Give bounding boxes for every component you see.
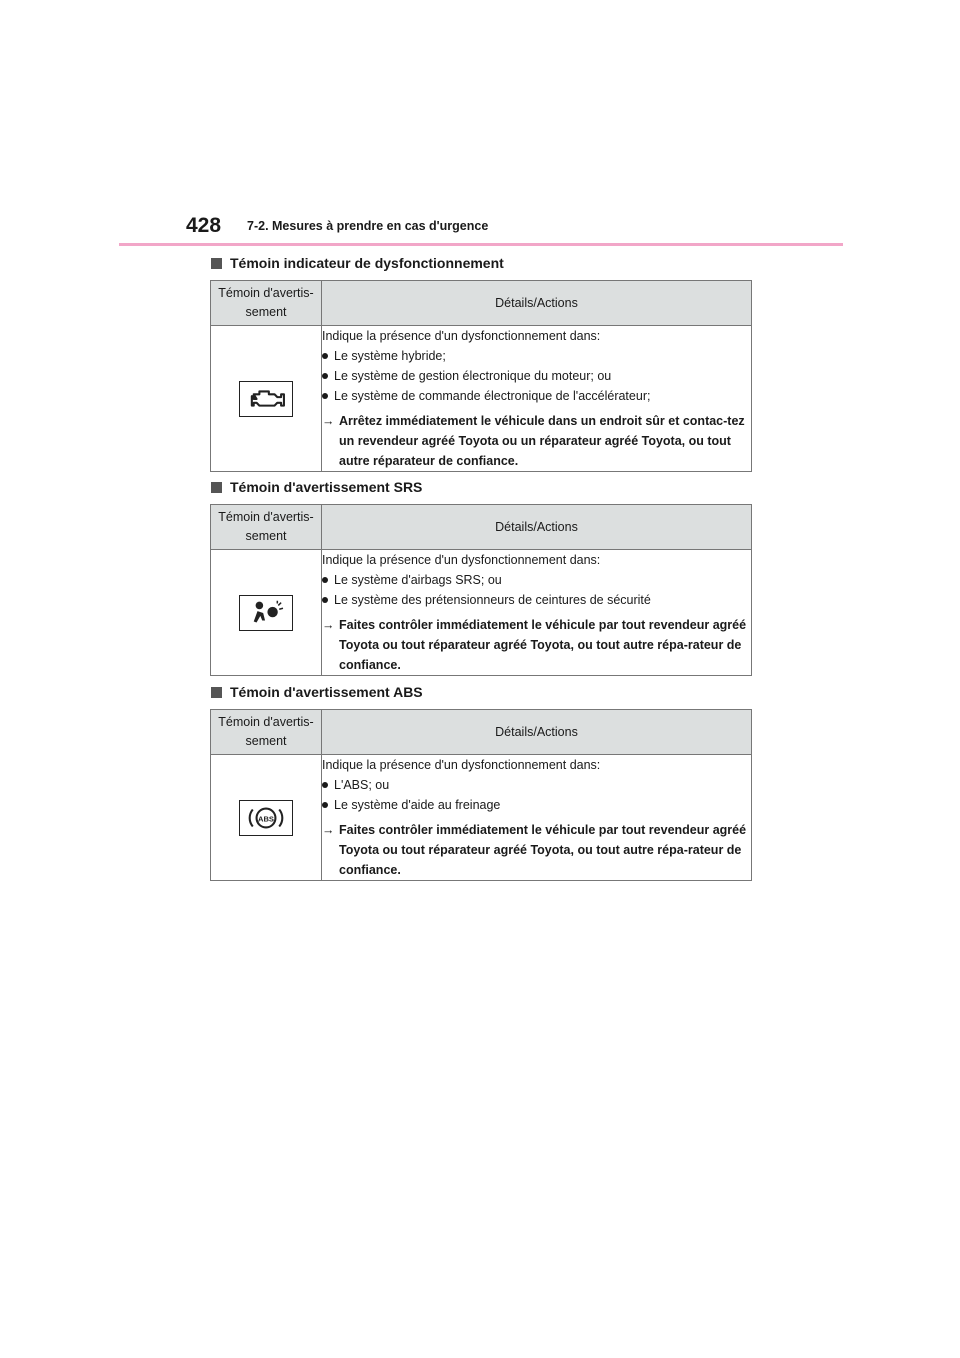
details-cell <box>322 550 752 676</box>
abs-table <box>210 709 752 881</box>
breadcrumb: 7-2. Mesures à prendre en cas d'urgence <box>247 219 489 233</box>
page-number: 428 <box>186 214 222 237</box>
section-title-text: Témoin indicateur de dysfonctionnement <box>230 255 504 271</box>
action-text: → Arrêtez immédiatement le véhicule dans un endroit sûr et contac-tez un revendeur agréé Toyota ou un réparateur agréé Toyota, ou tout autre réparateur de confiance. <box>322 411 751 471</box>
malfunction-table <box>210 280 752 472</box>
list-item: Le système des prétensionneurs de ceintures de sécurité <box>322 590 751 610</box>
arrow-icon: → <box>322 618 335 632</box>
list-item: Le système de gestion électronique du moteur; ou <box>322 366 751 386</box>
section-title-abs <box>211 684 423 700</box>
list-item: Le système d'aide au freinage <box>322 795 751 815</box>
section-title-malfunction <box>211 255 504 271</box>
header-rule <box>119 243 843 246</box>
lamp-column-header: Témoin d'avertis- sement <box>211 505 322 550</box>
lamp-cell <box>211 550 322 676</box>
details-column-header: Détails/Actions <box>322 505 752 550</box>
arrow-icon: → <box>322 414 335 428</box>
square-bullet-icon <box>211 258 222 269</box>
intro-text: Indique la présence d'un dysfonctionnement dans: <box>322 329 601 343</box>
abs-icon <box>239 800 293 836</box>
check-engine-icon <box>239 381 293 417</box>
intro-text: Indique la présence d'un dysfonctionnement dans: <box>322 553 601 567</box>
arrow-icon: → <box>322 823 335 837</box>
action-text: → Faites contrôler immédiatement le véhicule par tout revendeur agréé Toyota ou tout réparateur agréé Toyota, ou tout autre répa-rateur de confiance. <box>322 615 751 675</box>
square-bullet-icon <box>211 482 222 493</box>
section-title-text: Témoin d'avertissement ABS <box>230 684 423 700</box>
section-title-text: Témoin d'avertissement SRS <box>230 479 423 495</box>
list-item: Le système de commande électronique de l'accélérateur; <box>322 386 751 406</box>
details-cell <box>322 755 752 881</box>
lamp-cell <box>211 755 322 881</box>
intro-text: Indique la présence d'un dysfonctionnement dans: <box>322 758 601 772</box>
list-item: Le système d'airbags SRS; ou <box>322 570 751 590</box>
srs-table <box>210 504 752 676</box>
airbag-icon <box>239 595 293 631</box>
details-column-header: Détails/Actions <box>322 710 752 755</box>
action-text: → Faites contrôler immédiatement le véhicule par tout revendeur agréé Toyota ou tout réparateur agréé Toyota, ou tout autre répa-rateur de confiance. <box>322 820 751 880</box>
lamp-column-header: Témoin d'avertis- sement <box>211 281 322 326</box>
details-column-header: Détails/Actions <box>322 281 752 326</box>
abs-icon-label: ABS <box>258 813 274 823</box>
section-title-srs <box>211 479 422 495</box>
square-bullet-icon <box>211 687 222 698</box>
lamp-cell <box>211 326 322 472</box>
list-item: L'ABS; ou <box>322 775 751 795</box>
lamp-column-header: Témoin d'avertis- sement <box>211 710 322 755</box>
list-item: Le système hybride; <box>322 346 751 366</box>
details-cell <box>322 326 752 472</box>
